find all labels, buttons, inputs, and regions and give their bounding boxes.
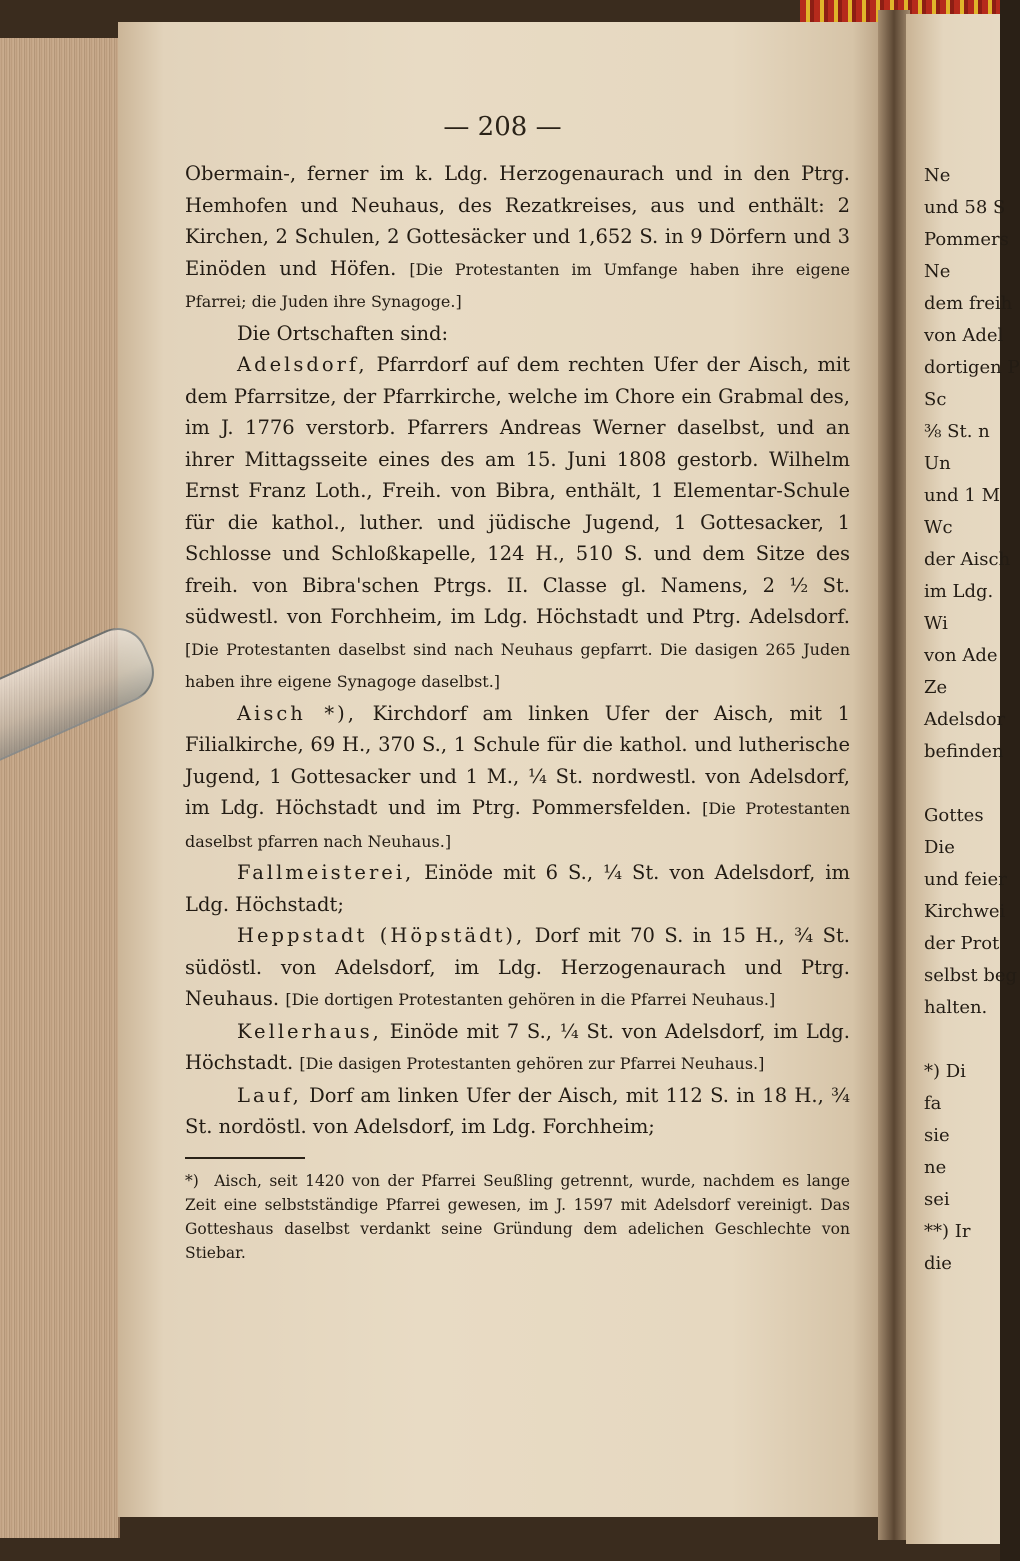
right-page-text [924, 160, 1020, 1280]
right-page-line: dem freih [924, 293, 1013, 314]
page-edges [0, 38, 120, 1538]
right-page-line: Kirchwei [924, 901, 1006, 922]
right-page-line: halten. [924, 997, 988, 1018]
paragraph-text: Kirchdorf am linken Ufer der Aisch, mit 1 Filialkirche, 69 H., 370 S., 1 Schule für die kathol. und lutherische Jugend, 1 Gottesacker und 1 M., ¼ St. nordwestl. von Adelsdorf, im Ldg. Höchstadt und im Ptrg. Pommersfelden. [185, 701, 851, 819]
right-page-line: und 58 S [924, 197, 1006, 218]
right-page-line: ⅜ St. n [924, 421, 990, 442]
entry-heppstadt [185, 920, 850, 1016]
place-name: Heppstadt (Höpstädt), [237, 924, 526, 947]
entry-kellerhaus [185, 1016, 850, 1080]
right-page-line: sei [924, 1189, 950, 1210]
right-page-line: Un [924, 453, 951, 474]
right-page-line: **) Ir [924, 1221, 971, 1242]
paragraph-note: [Die Protestanten daselbst sind nach Neuhaus gepfarrt. Die dasigen 265 Juden haben ihre eigene Synagoge daselbst.] [185, 639, 850, 691]
right-page-line: die [924, 1253, 952, 1274]
place-name: Kellerhaus, [237, 1019, 382, 1043]
right-page-line: der Aisch [924, 549, 1011, 570]
right-page-line: Gottes [924, 805, 984, 826]
place-name: Fallmeisterei, [237, 861, 415, 884]
right-page-line: der Prot [924, 933, 1000, 954]
right-page-line: befinden [924, 741, 1004, 762]
paragraph-text: Einöde mit 6 S., ¼ St. von Adelsdorf, im Ldg. Höchstadt; [185, 861, 850, 916]
footnote-mark: *) [185, 1171, 199, 1190]
right-page-line: Ne [924, 261, 951, 282]
right-page-line: sie [924, 1125, 950, 1146]
place-name: Adelsdorf, [237, 353, 368, 376]
entry-fallmeisterei [185, 857, 850, 920]
page-number: — 208 — [443, 112, 562, 142]
right-page-line: im Ldg. [924, 581, 994, 602]
right-page-line [924, 1024, 1004, 1056]
place-name: Lauf, [237, 1083, 302, 1107]
right-page-line: Die [924, 837, 955, 858]
footnote-rule [185, 1157, 305, 1159]
paragraph-note: [Die dortigen Protestanten gehören in die Pfarrei Neuhaus.] [285, 990, 776, 1009]
right-page-line: Adelsdor [924, 709, 1006, 730]
entry-lauf [185, 1080, 850, 1143]
paragraph-text: Die Ortschaften sind: [237, 321, 449, 345]
paragraph-note: [Die Protestanten im Umfange haben ihre eigene Pfarrei; die Juden ihre Synagoge.] [185, 259, 850, 311]
right-page-line: von Ade [924, 645, 998, 666]
right-page-line: und feier [924, 869, 1007, 890]
paragraph-text: Dorf mit 70 S. in 15 H., ¾ St. südöstl. von Adelsdorf, im Ldg. Herzogenaurach und Ptrg. Neuhaus. [185, 924, 850, 1010]
right-page-line: Sc [924, 389, 947, 410]
footnote [185, 1169, 850, 1265]
right-page-line: *) Di [924, 1061, 966, 1082]
right-page-line: Wi [924, 613, 948, 634]
right-page-line: Ze [924, 677, 948, 698]
right-page-line: fa [924, 1093, 942, 1114]
paragraph [185, 158, 850, 318]
paragraph-text: Dorf am linken Ufer der Aisch, mit 112 S. in 18 H., ¾ St. nordöstl. von Adelsdorf, im Ldg. Forchheim; [185, 1083, 850, 1138]
right-page-line: Ne [924, 165, 951, 186]
entry-adelsdorf [185, 349, 850, 698]
page-text [185, 158, 850, 1265]
right-page-line: ne [924, 1157, 947, 1178]
paragraph-note: [Die dasigen Protestanten gehören zur Pfarrei Neuhaus.] [299, 1054, 765, 1073]
entry-aisch [185, 698, 850, 858]
paragraph-text: Pfarrdorf auf dem rechten Ufer der Aisch, mit dem Pfarrsitze, der Pfarrkirche, welche im Chore ein Grabmal des, im J. 1776 verstorb. Pfarrers Andreas Werner daselbst, und an ihrer Mittagsseite eines des am 15. Juni 1808 gestorb. Wilhelm Ernst Franz Loth., Freih. von Bibra, enthält, 1 Elementar-Schule für die kathol., luther. und jüdische Jugend, 1 Gottesacker, 1 Schlosse und Schloßkapelle, 124 H., 510 S. und dem Sitze des freih. von Bibra'schen Ptrgs. II. Classe gl. Namens, 2 ½ St. südwestl. von Forchheim, im Ldg. Höchstadt und Ptrg. Adelsdorf. [185, 353, 851, 628]
footnote-text: Aisch, seit 1420 von der Pfarrei Seußling getrennt, wurde, nachdem es lange Zeit eine selbstständige Pfarrei gewesen, im J. 1597 mit Adelsdorf vereinigt. Das Gotteshaus daselbst verdankt seine Gründung dem adelichen Geschlechte von Stiebar. [185, 1171, 850, 1262]
right-page-line: dortigen P [924, 357, 1020, 378]
right-page-line: Wc [924, 517, 953, 538]
paragraph-note: [Die Protestanten daselbst pfarren nach Neuhaus.] [185, 799, 851, 851]
right-page-line: und 1 M [924, 485, 1001, 506]
right-page-line [924, 768, 1004, 800]
right-page-line: von Adel [924, 325, 1004, 346]
paragraph-text: Einöde mit 7 S., ¼ St. von Adelsdorf, im Ldg. Höchstadt. [185, 1019, 850, 1074]
place-name: Aisch *), [237, 701, 357, 725]
right-page-line: Pommers [924, 229, 1009, 250]
paragraph-text: Obermain-, ferner im k. Ldg. Herzogenaurach und in den Ptrg. Hemhofen und Neuhaus, des Rezatkreises, aus und enthält: 2 Kirchen, 2 Schulen, 2 Gottesäcker und 1,652 S. in 9 Dörfern und 3 Einöden und Höfen. [185, 162, 850, 280]
paragraph [185, 318, 850, 350]
right-page-line: selbst beg [924, 965, 1018, 986]
